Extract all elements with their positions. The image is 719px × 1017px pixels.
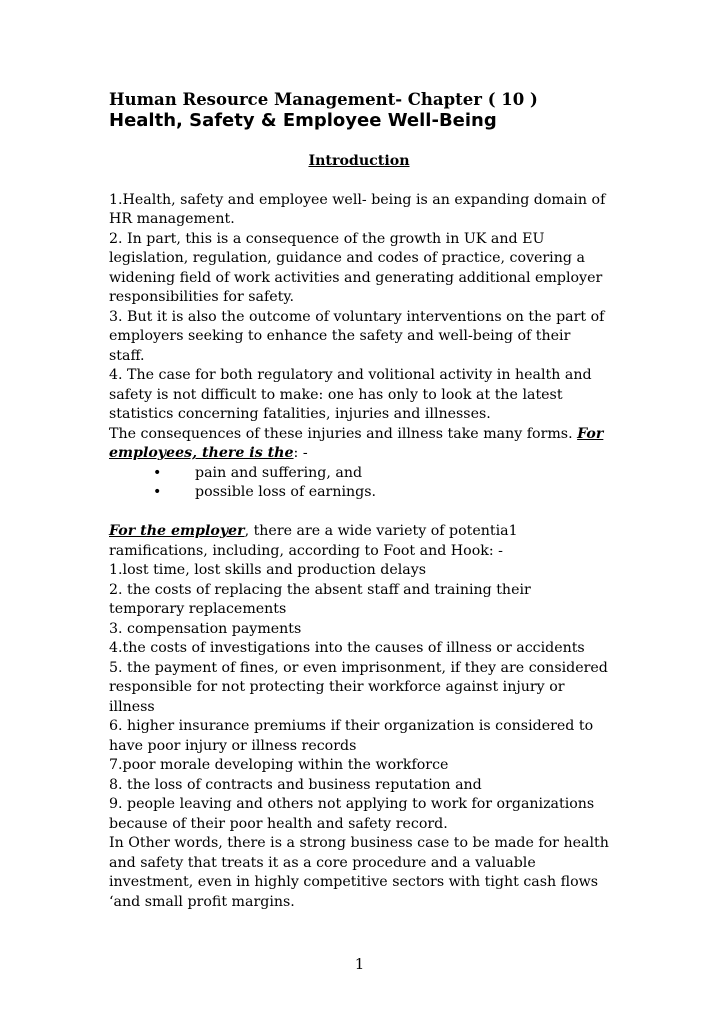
bullet-icon: • (153, 464, 162, 481)
employer-item-2: 2. the costs of replacing the absent staff and training their temporary replacements (109, 581, 531, 617)
document-title: Human Resource Management- Chapter ( 10 ) (109, 90, 538, 109)
employee-consequences-list (109, 464, 609, 503)
employees-suffix: : - (293, 445, 308, 461)
intro-point-3: 3. But it is also the outcome of voluntary interventions on the part of employers seeking to enhance the safety and well-being of their staff. (109, 308, 605, 364)
document-body (109, 90, 609, 912)
employees-label: For employees, there is the (109, 425, 604, 461)
employer-item-5: 5. the payment of fines, or even imprisonment, if they are considered responsible for not protecting their workforce against injury or illness (109, 659, 608, 715)
section-heading-introduction: Introduction (308, 153, 410, 169)
employer-item-6: 6. higher insurance premiums if their organization is considered to have poor injury or illness records (109, 718, 594, 754)
employer-paragraph (109, 522, 609, 561)
spacer (109, 503, 609, 523)
employer-item-8: 8. the loss of contracts and business reputation and (109, 776, 482, 793)
employer-item-9: 9. people leaving and others not applying to work for organizations because of their poor health and safety record. (109, 796, 595, 832)
conclusion-paragraph: In Other words, there is a strong business case to be made for health and safety that treats it as a core procedure and a valuable investment, even in highly competitive sectors with tight cash flows ‘and small profit margins. (109, 835, 609, 910)
employer-item-3: 3. compensation payments (109, 620, 302, 637)
bullet-text: possible loss of earnings. (195, 484, 377, 500)
document-subtitle: Health, Safety & Employee Well-Being (109, 110, 497, 131)
employer-item-7: 7.poor morale developing within the workforce (109, 757, 449, 773)
list-item (109, 483, 609, 503)
intro-point-4: 4. The case for both regulatory and volitional activity in health and safety is not difficult to make: one has only to look at the latest statistics concerning fatalities, injuries and illnesses. (109, 367, 592, 422)
employer-intro: , there are a wide variety of potentia1 ramifications, including, according to Foot and Hook: - (109, 523, 518, 559)
page-number: 1 (354, 955, 365, 973)
consequences-lead: The consequences of these injuries and illness take many forms. (109, 425, 578, 442)
intro-point-2: 2. In part, this is a consequence of the growth in UK and EU legislation, regulation, guidance and codes of practice, covering a widening field of work activities and generating additional employer responsibilities for safety. (109, 230, 603, 305)
list-item (109, 464, 609, 484)
employer-label: For the employer (109, 523, 245, 539)
intro-point-1: 1.Health, safety and employee well- being is an expanding domain of HR management. (109, 191, 606, 227)
bullet-text: pain and suffering, and (195, 464, 363, 481)
employer-item-4: 4.the costs of investigations into the causes of illness or accidents (109, 640, 585, 656)
bullet-icon: • (153, 484, 162, 500)
employer-item-1: 1.lost time, lost skills and production delays (109, 562, 427, 578)
consequences-paragraph (109, 425, 609, 464)
